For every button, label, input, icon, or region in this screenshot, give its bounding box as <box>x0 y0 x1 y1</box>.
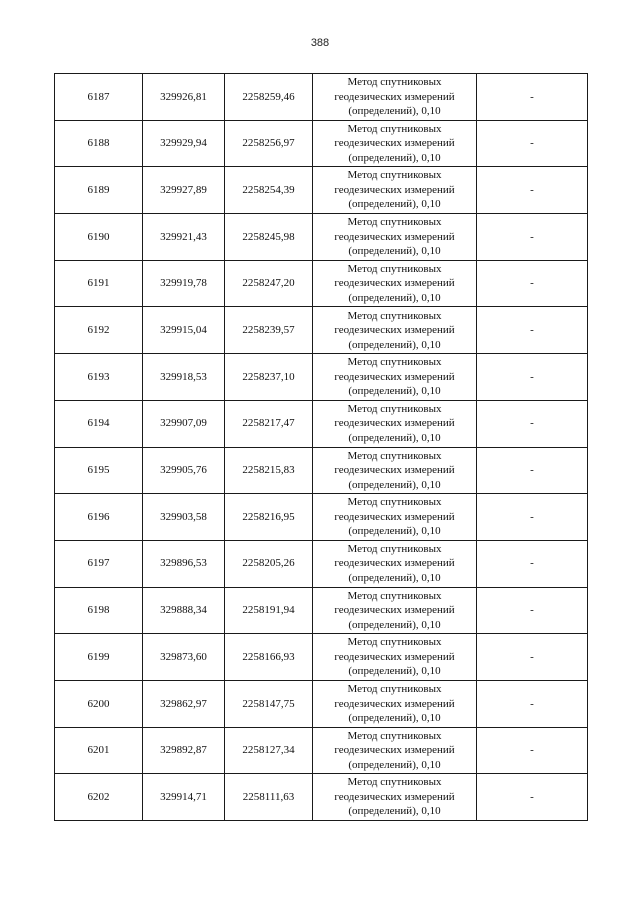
point-number-cell: 6187 <box>55 74 143 121</box>
table-row <box>55 400 588 447</box>
table-row <box>55 540 588 587</box>
method-line: (определений), 0,10 <box>348 571 441 584</box>
note-cell: - <box>477 354 588 401</box>
table-row <box>55 307 588 354</box>
method-line: (определений), 0,10 <box>348 291 441 304</box>
method-cell <box>313 307 477 354</box>
method-cell <box>313 354 477 401</box>
method-cell <box>313 167 477 214</box>
x-coordinate-cell: 329907,09 <box>143 400 225 447</box>
y-coordinate-cell: 2258215,83 <box>225 447 313 494</box>
method-line: (определений), 0,10 <box>348 618 441 631</box>
table-row <box>55 74 588 121</box>
method-line: (определений), 0,10 <box>348 105 441 118</box>
table-row <box>55 354 588 401</box>
note-cell: - <box>477 540 588 587</box>
point-number-cell: 6199 <box>55 634 143 681</box>
method-line: (определений), 0,10 <box>348 758 441 771</box>
method-cell <box>313 540 477 587</box>
note-cell: - <box>477 400 588 447</box>
method-line: Метод спутниковых <box>347 683 442 696</box>
method-line: геодезических измерений <box>334 277 455 290</box>
method-line: геодезических измерений <box>334 697 455 710</box>
method-line: геодезических измерений <box>334 137 455 150</box>
method-line: Метод спутниковых <box>347 776 442 789</box>
note-cell: - <box>477 260 588 307</box>
point-number-cell: 6190 <box>55 214 143 261</box>
point-number-cell: 6200 <box>55 680 143 727</box>
method-cell <box>313 727 477 774</box>
method-line: (определений), 0,10 <box>348 245 441 258</box>
method-line: Метод спутниковых <box>347 542 442 555</box>
method-line: (определений), 0,10 <box>348 151 441 164</box>
method-line: Метод спутниковых <box>347 356 442 369</box>
table-row <box>55 167 588 214</box>
point-number-cell: 6201 <box>55 727 143 774</box>
method-line: (определений), 0,10 <box>348 338 441 351</box>
point-number-cell: 6194 <box>55 400 143 447</box>
table-row <box>55 120 588 167</box>
method-cell <box>313 494 477 541</box>
point-number-cell: 6191 <box>55 260 143 307</box>
method-line: Метод спутниковых <box>347 636 442 649</box>
x-coordinate-cell: 329873,60 <box>143 634 225 681</box>
method-cell <box>313 634 477 681</box>
method-line: (определений), 0,10 <box>348 478 441 491</box>
note-cell: - <box>477 774 588 821</box>
note-cell: - <box>477 587 588 634</box>
x-coordinate-cell: 329888,34 <box>143 587 225 634</box>
y-coordinate-cell: 2258147,75 <box>225 680 313 727</box>
y-coordinate-cell: 2258216,95 <box>225 494 313 541</box>
method-line: геодезических измерений <box>334 510 455 523</box>
method-cell <box>313 400 477 447</box>
method-line: (определений), 0,10 <box>348 431 441 444</box>
y-coordinate-cell: 2258254,39 <box>225 167 313 214</box>
y-coordinate-cell: 2258245,98 <box>225 214 313 261</box>
point-number-cell: 6189 <box>55 167 143 214</box>
note-cell: - <box>477 74 588 121</box>
point-number-cell: 6197 <box>55 540 143 587</box>
point-number-cell: 6202 <box>55 774 143 821</box>
point-number-cell: 6188 <box>55 120 143 167</box>
method-line: Метод спутниковых <box>347 729 442 742</box>
method-line: Метод спутниковых <box>347 496 442 509</box>
note-cell: - <box>477 727 588 774</box>
method-line: геодезических измерений <box>334 464 455 477</box>
note-cell: - <box>477 214 588 261</box>
x-coordinate-cell: 329929,94 <box>143 120 225 167</box>
note-cell: - <box>477 307 588 354</box>
note-cell: - <box>477 167 588 214</box>
x-coordinate-cell: 329915,04 <box>143 307 225 354</box>
method-line: Метод спутниковых <box>347 262 442 275</box>
table-row <box>55 587 588 634</box>
method-line: Метод спутниковых <box>347 122 442 135</box>
x-coordinate-cell: 329927,89 <box>143 167 225 214</box>
method-cell <box>313 120 477 167</box>
method-line: (определений), 0,10 <box>348 525 441 538</box>
method-line: геодезических измерений <box>334 557 455 570</box>
x-coordinate-cell: 329914,71 <box>143 774 225 821</box>
y-coordinate-cell: 2258237,10 <box>225 354 313 401</box>
method-line: (определений), 0,10 <box>348 805 441 818</box>
method-cell <box>313 74 477 121</box>
method-line: геодезических измерений <box>334 790 455 803</box>
page-number: 388 <box>310 37 330 49</box>
table-row <box>55 634 588 681</box>
method-line: Метод спутниковых <box>347 589 442 602</box>
y-coordinate-cell: 2258191,94 <box>225 587 313 634</box>
method-cell <box>313 447 477 494</box>
method-line: геодезических измерений <box>334 90 455 103</box>
point-number-cell: 6195 <box>55 447 143 494</box>
method-line: геодезических измерений <box>334 650 455 663</box>
x-coordinate-cell: 329918,53 <box>143 354 225 401</box>
note-cell: - <box>477 494 588 541</box>
method-line: Метод спутниковых <box>347 76 442 89</box>
y-coordinate-cell: 2258239,57 <box>225 307 313 354</box>
method-line: Метод спутниковых <box>347 309 442 322</box>
method-line: (определений), 0,10 <box>348 712 441 725</box>
method-line: геодезических измерений <box>334 370 455 383</box>
method-line: Метод спутниковых <box>347 216 442 229</box>
y-coordinate-cell: 2258166,93 <box>225 634 313 681</box>
point-number-cell: 6196 <box>55 494 143 541</box>
method-cell <box>313 680 477 727</box>
table-row <box>55 494 588 541</box>
method-line: Метод спутниковых <box>347 402 442 415</box>
x-coordinate-cell: 329862,97 <box>143 680 225 727</box>
y-coordinate-cell: 2258256,97 <box>225 120 313 167</box>
x-coordinate-cell: 329905,76 <box>143 447 225 494</box>
x-coordinate-cell: 329896,53 <box>143 540 225 587</box>
note-cell: - <box>477 680 588 727</box>
x-coordinate-cell: 329926,81 <box>143 74 225 121</box>
x-coordinate-cell: 329903,58 <box>143 494 225 541</box>
coordinates-table <box>54 73 588 821</box>
point-number-cell: 6192 <box>55 307 143 354</box>
y-coordinate-cell: 2258127,34 <box>225 727 313 774</box>
table-row <box>55 260 588 307</box>
table-row <box>55 447 588 494</box>
method-cell <box>313 214 477 261</box>
method-line: (определений), 0,10 <box>348 385 441 398</box>
method-line: (определений), 0,10 <box>348 665 441 678</box>
note-cell: - <box>477 634 588 681</box>
y-coordinate-cell: 2258247,20 <box>225 260 313 307</box>
method-line: Метод спутниковых <box>347 169 442 182</box>
x-coordinate-cell: 329892,87 <box>143 727 225 774</box>
method-line: (определений), 0,10 <box>348 198 441 211</box>
table-row <box>55 774 588 821</box>
table-body <box>55 74 588 821</box>
y-coordinate-cell: 2258217,47 <box>225 400 313 447</box>
x-coordinate-cell: 329919,78 <box>143 260 225 307</box>
table-row <box>55 214 588 261</box>
point-number-cell: 6198 <box>55 587 143 634</box>
method-line: геодезических измерений <box>334 744 455 757</box>
table-row <box>55 727 588 774</box>
method-line: геодезических измерений <box>334 183 455 196</box>
note-cell: - <box>477 120 588 167</box>
method-cell <box>313 587 477 634</box>
method-line: геодезических измерений <box>334 324 455 337</box>
note-cell: - <box>477 447 588 494</box>
point-number-cell: 6193 <box>55 354 143 401</box>
y-coordinate-cell: 2258205,26 <box>225 540 313 587</box>
method-cell <box>313 260 477 307</box>
method-line: геодезических измерений <box>334 417 455 430</box>
table-row <box>55 680 588 727</box>
method-cell <box>313 774 477 821</box>
y-coordinate-cell: 2258259,46 <box>225 74 313 121</box>
method-line: геодезических измерений <box>334 230 455 243</box>
y-coordinate-cell: 2258111,63 <box>225 774 313 821</box>
method-line: геодезических измерений <box>334 604 455 617</box>
x-coordinate-cell: 329921,43 <box>143 214 225 261</box>
method-line: Метод спутниковых <box>347 449 442 462</box>
